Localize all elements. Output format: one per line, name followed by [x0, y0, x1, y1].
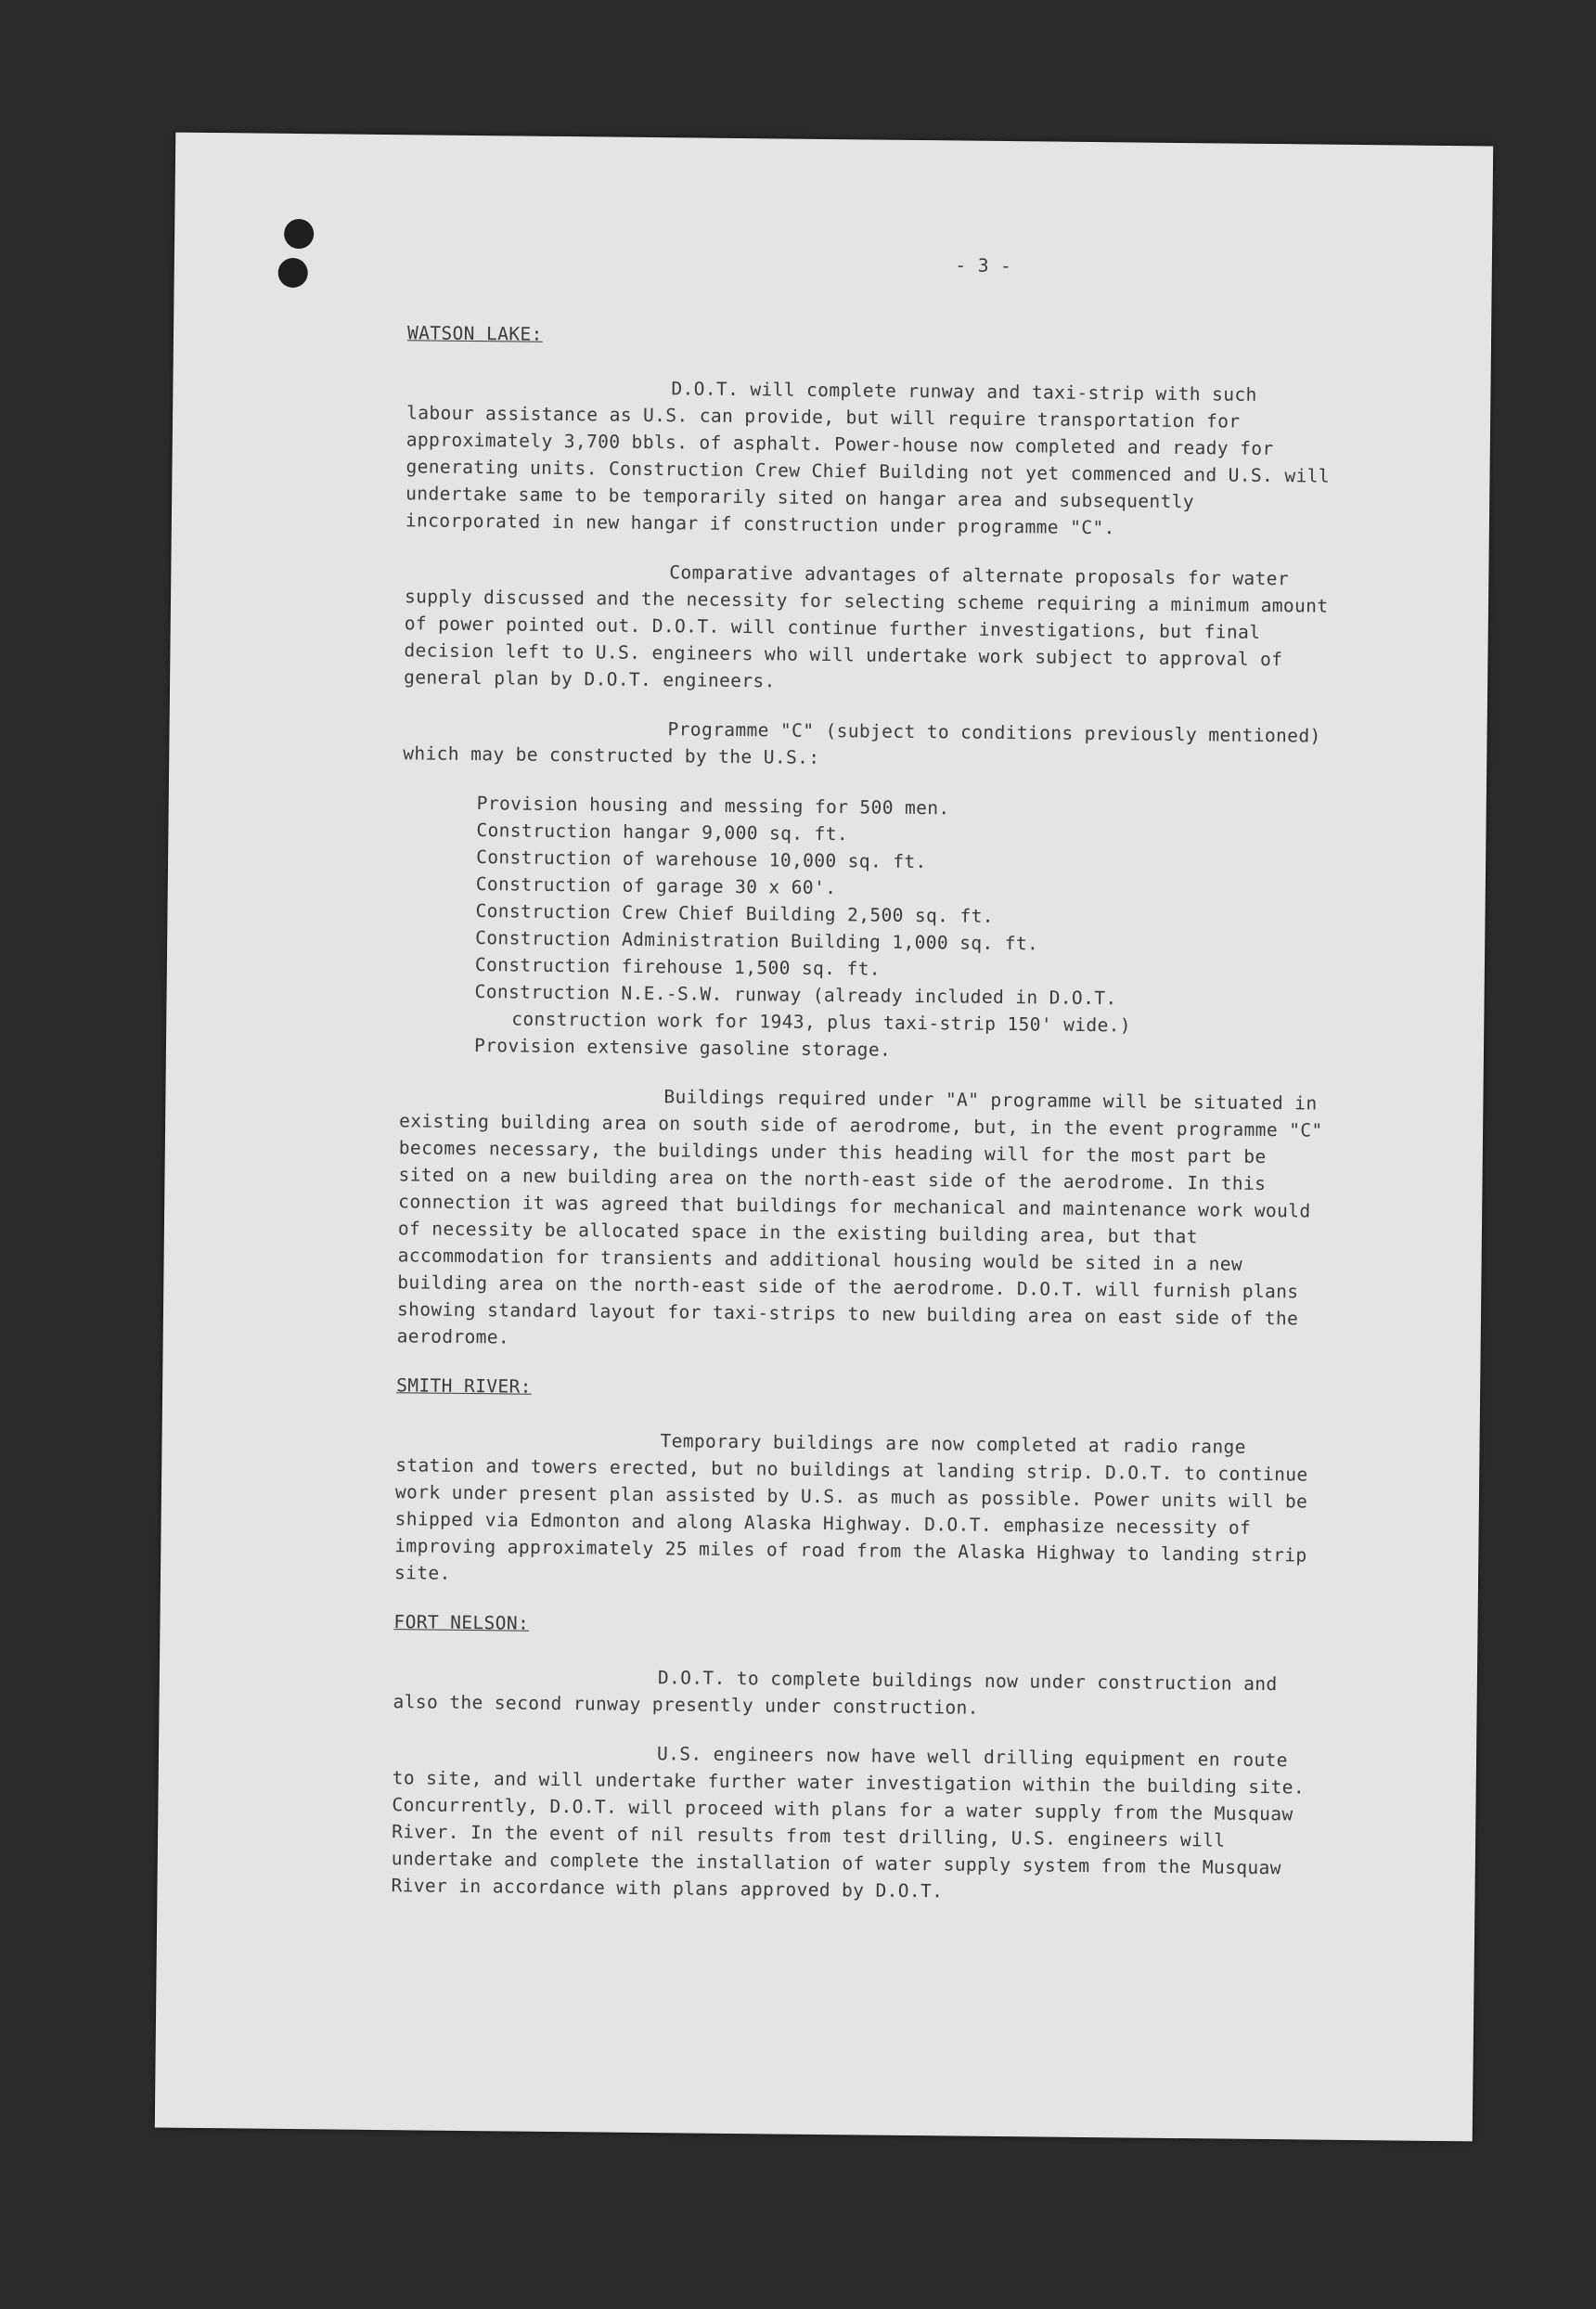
list-item: Construction of warehouse 10,000 sq. ft. [476, 846, 927, 873]
list-item: Construction Administration Building 1,000 sq. ft. [475, 927, 1039, 955]
paragraph: Temporary buildings are now completed at radio range station and towers erected, but no buildings at landing strip. D.O.T. to continue work under present plan assisted by U.S. as much as possible. Power units will be shipped via Edmonton and along Alaska Highway. D.O.T. emphasize necessity of improving approximately 25 miles of road from the Alaska Highway to landing strip site. [393, 1430, 1308, 1584]
document-page [155, 133, 1493, 2142]
section-heading-fort-nelson: FORT NELSON: [393, 1611, 530, 1634]
punch-hole [278, 258, 308, 288]
list-item [474, 978, 1329, 1041]
list-item-continuation: construction work for 1943, plus taxi-strip 150' wide.) [511, 1008, 1132, 1037]
paragraph: U.S. engineers now have well drilling equipment en route to site, and will undertake further water investigation within the building site. Concurrently, D.O.T. will proceed with plans for a water supply from the Musquaw River. In the event of nil results from test drilling, U.S. engineers will undertake and complete the installation of water supply system from the Musquaw River in accordance with plans approved by D.O.T. [391, 1743, 1306, 1903]
list-item: Construction firehouse 1,500 sq. ft. [474, 954, 882, 980]
section-heading-watson-lake: WATSON LAKE: [406, 322, 543, 345]
list-item: Provision extensive gasoline storage. [473, 1035, 892, 1061]
list-item: Construction hangar 9,000 sq. ft. [476, 819, 849, 845]
page-number: - 3 - [955, 254, 1012, 277]
paragraph: D.O.T. to complete buildings now under construction and also the second runway presently under construction. [393, 1667, 1278, 1719]
section-heading-smith-river: SMITH RIVER: [396, 1374, 532, 1398]
paragraph: D.O.T. will complete runway and taxi-strip with such labour assistance as U.S. can provide, but will require transportation for approximately 3,700 bbls. of asphalt. Power-house now completed and ready for generating units. Construction Crew Chief Building not yet commenced and U.S. will undertake same to be temporarily sited on hangar area and subsequently incorporated in new hangar if construction under programme "C". [405, 378, 1331, 539]
programme-c-list [400, 789, 1331, 1067]
punch-hole [284, 219, 314, 249]
list-item-line: Construction N.E.-S.W. runway (already included in D.O.T. [474, 981, 1117, 1010]
paragraph: Buildings required under "A" programme will be situated in existing building area on south side of aerodrome, but, in the event programme "C" becomes necessary, the buildings under this heading will for the most part be sited on a new building area on the north-east side of the aerodrome. In this connection it was agreed that buildings for mechanical and maintenance work would of necessity be allocated space in the existing building area, but that accommodation for transients and additional housing would be sited in a new building area on the north-east side of the aerodrome. D.O.T. will furnish plans showing standard layout for taxi-strips to new building area on east side of the aerodrome. [396, 1086, 1323, 1348]
list-item: Construction Crew Chief Building 2,500 sq. ft. [475, 900, 995, 927]
document-body [391, 246, 1336, 1930]
paragraph: Comparative advantages of alternate proposals for water supply discussed and the necessity for selecting scheme requiring a minimum amount of power pointed out. D.O.T. will continue further investigations, but final decision left to U.S. engineers who will undertake work subject to approval of general plan by D.O.T. engineers. [404, 561, 1329, 692]
list-item: Provision housing and messing for 500 men. [476, 793, 950, 819]
list-item: Construction of garage 30 x 60'. [475, 873, 837, 899]
paragraph: Programme "C" (subject to conditions previously mentioned) which may be constructed by the U.S.: [403, 718, 1321, 768]
